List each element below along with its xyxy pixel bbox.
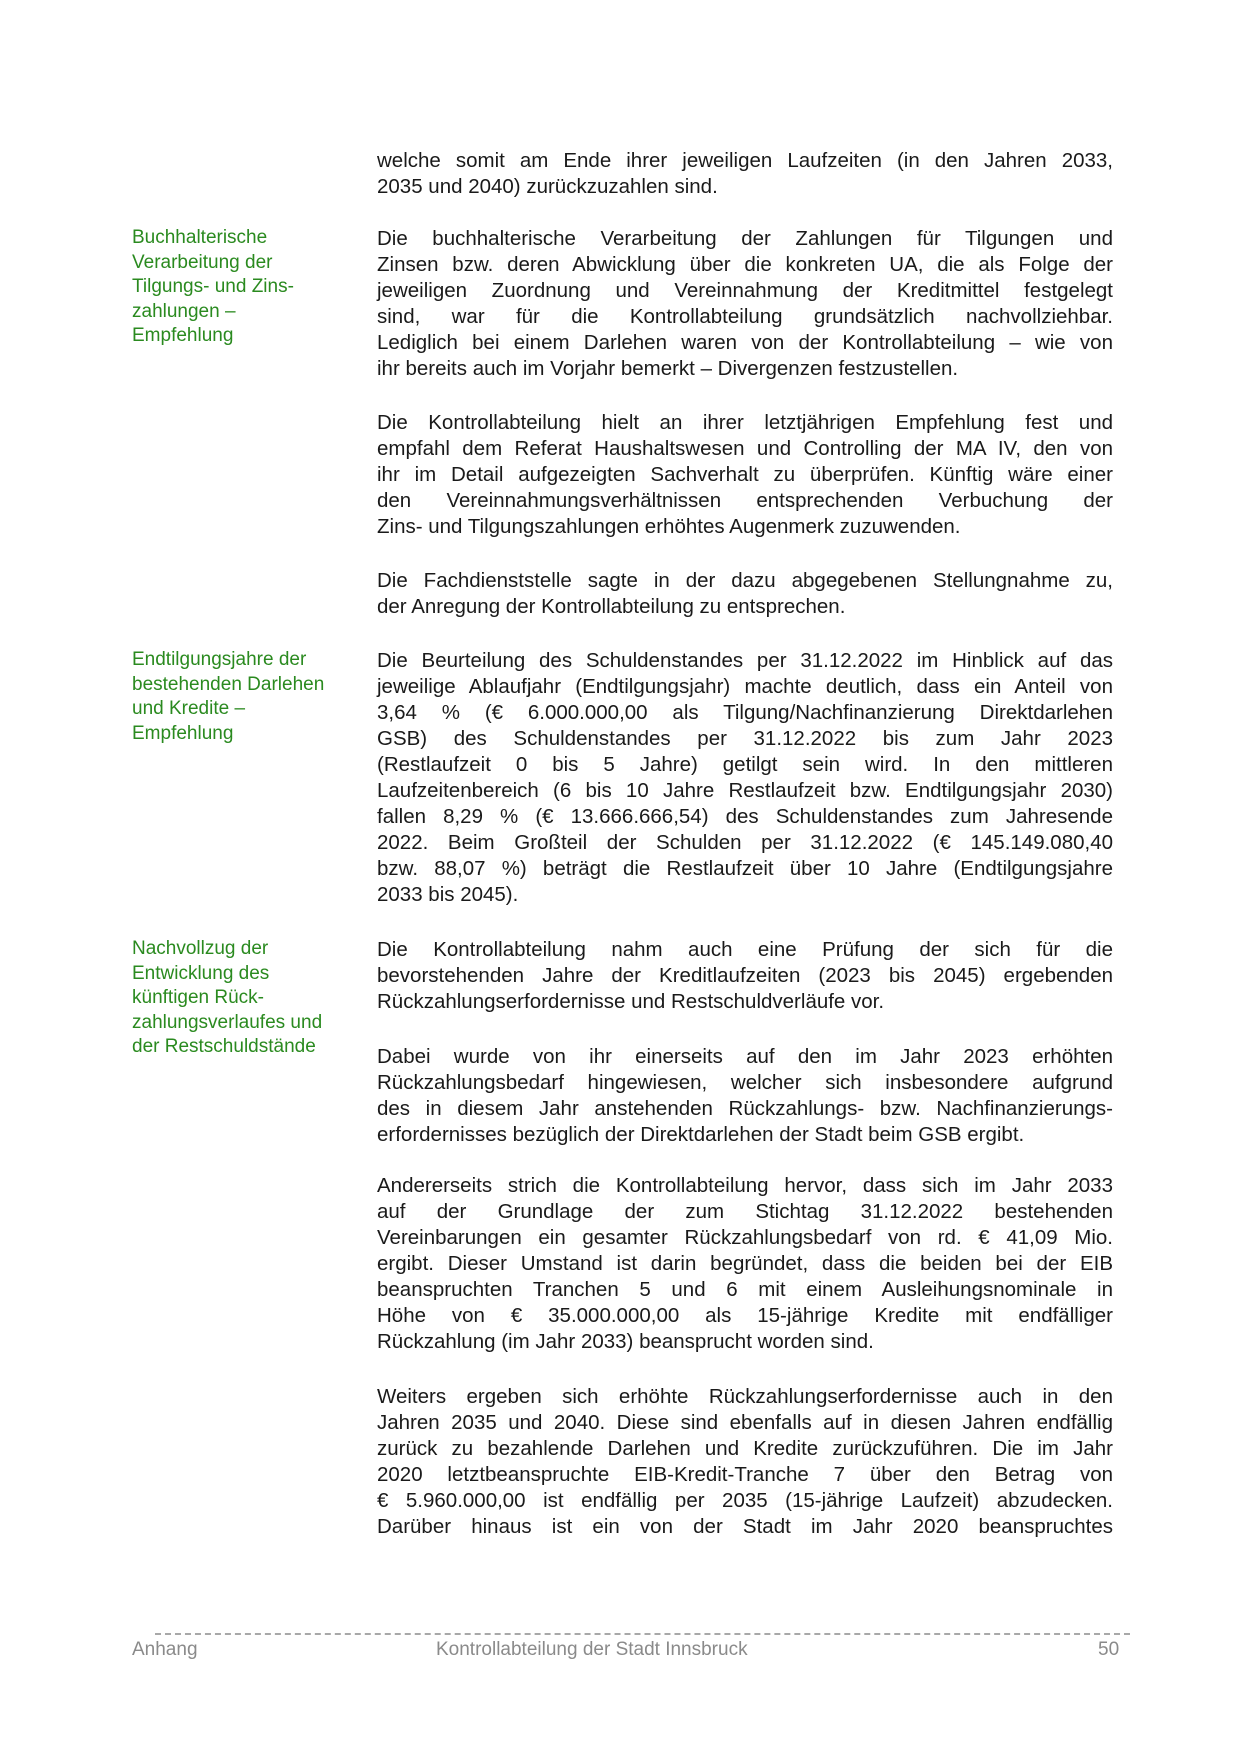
paragraph-line: Die Beurteilung des Schuldenstandes per 31.12.2022 im Hinblick auf das — [377, 649, 1113, 672]
margin-heading-line: zahlungen – — [132, 300, 236, 322]
paragraph-line: Laufzeitenbereich (6 bis 10 Jahre Restlaufzeit bzw. Endtilgungsjahr 2030) — [377, 779, 1113, 802]
margin-heading-line: der Restschuldstände — [132, 1036, 316, 1057]
paragraph-line: Dabei wurde von ihr einerseits auf den im Jahr 2023 erhöhten — [377, 1045, 1113, 1068]
paragraph-line: Zinsen bzw. deren Abwicklung über die konkreten UA, die als Folge der — [377, 253, 1113, 276]
paragraph-line: Rückzahlungsbedarf hingewiesen, welcher sich insbesondere aufgrund — [377, 1071, 1113, 1094]
paragraph-line: Jahren 2035 und 2040. Diese sind ebenfalls auf in diesen Jahren endfällig — [377, 1411, 1113, 1434]
paragraph-line: des in diesem Jahr anstehenden Rückzahlungs- bzw. Nachfinanzierungs- — [377, 1097, 1113, 1120]
paragraph-line: GSB) des Schuldenstandes per 31.12.2022 bis zum Jahr 2023 — [377, 727, 1113, 750]
paragraph-line: Die buchhalterische Verarbeitung der Zahlungen für Tilgungen und — [377, 227, 1113, 250]
margin-heading-line: Tilgungs- und Zins- — [132, 276, 294, 297]
paragraph-line: 3,64 % (€ 6.000.000,00 als Tilgung/Nachfinanzierung Direktdarlehen — [377, 701, 1113, 724]
paragraph-line: erfordernisses bezüglich der Direktdarlehen der Stadt beim GSB ergibt. — [377, 1123, 1025, 1146]
body-paragraph — [377, 568, 1113, 620]
paragraph-line: Vereinbarungen ein gesamter Rückzahlungsbedarf von rd. € 41,09 Mio. — [377, 1226, 1113, 1249]
body-paragraph — [377, 148, 1113, 200]
paragraph-line: sind, war für die Kontrollabteilung grundsätzlich nachvollziehbar. — [377, 305, 1113, 328]
paragraph-line: 2035 und 2040) zurückzuzahlen sind. — [377, 175, 718, 198]
paragraph-line: Die Kontrollabteilung hielt an ihrer letztjährigen Empfehlung fest und — [377, 411, 1113, 434]
paragraph-line: beanspruchten Tranchen 5 und 6 mit einem Ausleihungsnominale in — [377, 1278, 1113, 1301]
margin-heading — [132, 226, 352, 349]
paragraph-line: (Restlaufzeit 0 bis 5 Jahre) getilgt sein wird. In den mittleren — [377, 753, 1113, 776]
paragraph-line: 2020 letztbeanspruchte EIB-Kredit-Tranche 7 über den Betrag von — [377, 1463, 1113, 1486]
margin-heading-line: Empfehlung — [132, 722, 234, 744]
paragraph-line: der Anregung der Kontrollabteilung zu entsprechen. — [377, 595, 846, 618]
margin-heading-line: Verarbeitung der — [132, 251, 273, 273]
margin-heading-line: künftigen Rück- — [132, 987, 265, 1008]
paragraph-line: den Vereinnahmungsverhältnissen entsprechenden Verbuchung der — [377, 489, 1113, 512]
paragraph-line: Andererseits strich die Kontrollabteilung hervor, dass sich im Jahr 2033 — [377, 1174, 1113, 1197]
page-number: 50 — [1098, 1639, 1120, 1660]
paragraph-line: jeweiligen Zuordnung und Vereinnahmung der Kreditmittel festgelegt — [377, 279, 1113, 302]
body-paragraph — [377, 937, 1113, 1015]
footer-section: Anhang — [132, 1639, 198, 1660]
paragraph-line: Die Kontrollabteilung nahm auch eine Prüfung der sich für die — [377, 938, 1113, 961]
body-paragraph — [377, 410, 1113, 540]
body-paragraph — [377, 648, 1113, 908]
paragraph-line: auf der Grundlage der zum Stichtag 31.12.2022 bestehenden — [377, 1200, 1113, 1223]
paragraph-line: Rückzahlung (im Jahr 2033) beansprucht worden sind. — [377, 1330, 874, 1353]
paragraph-line: ihr bereits auch im Vorjahr bemerkt – Divergenzen festzustellen. — [377, 357, 959, 380]
margin-heading-line: Buchhalterische — [132, 227, 268, 248]
body-paragraph — [377, 226, 1113, 382]
paragraph-line: zurück zu bezahlende Darlehen und Kredite zurückzuführen. Die im Jahr — [377, 1437, 1113, 1460]
paragraph-line: jeweilige Ablaufjahr (Endtilgungsjahr) machte deutlich, dass ein Anteil von — [377, 675, 1113, 698]
margin-heading-line: Entwicklung des — [132, 962, 270, 984]
paragraph-line: welche somit am Ende ihrer jeweiligen Laufzeiten (in den Jahren 2033, — [377, 149, 1113, 172]
paragraph-line: ergibt. Dieser Umstand ist darin begründet, dass die beiden bei der EIB — [377, 1252, 1113, 1275]
paragraph-line: Darüber hinaus ist ein von der Stadt im Jahr 2020 beanspruchtes — [377, 1515, 1113, 1538]
paragraph-line: Höhe von € 35.000.000,00 als 15-jährige Kredite mit endfälliger — [377, 1304, 1113, 1327]
margin-heading — [132, 937, 352, 1060]
footer-title: Kontrollabteilung der Stadt Innsbruck — [436, 1639, 748, 1660]
margin-heading-line: Nachvollzug der — [132, 938, 269, 959]
paragraph-line: Rückzahlungserfordernisse und Restschuldverläufe vor. — [377, 990, 885, 1013]
paragraph-line: ihr im Detail aufgezeigten Sachverhalt zu überprüfen. Künftig wäre einer — [377, 463, 1113, 486]
margin-heading-line: Endtilgungsjahre der — [132, 649, 307, 670]
paragraph-line: empfahl dem Referat Haushaltswesen und Controlling der MA IV, den von — [377, 437, 1113, 460]
margin-heading-line: zahlungsverlaufes und — [132, 1011, 323, 1033]
paragraph-line: Lediglich bei einem Darlehen waren von der Kontrollabteilung – wie von — [377, 331, 1113, 354]
margin-heading-line: bestehenden Darlehen — [132, 673, 325, 695]
body-paragraph — [377, 1173, 1113, 1355]
paragraph-line: bzw. 88,07 %) beträgt die Restlaufzeit über 10 Jahre (Endtilgungsjahre — [377, 857, 1113, 880]
paragraph-line: bevorstehenden Jahre der Kreditlaufzeiten (2023 bis 2045) ergebenden — [377, 964, 1113, 987]
margin-heading-line: Empfehlung — [132, 325, 234, 346]
paragraph-line: Weiters ergeben sich erhöhte Rückzahlungserfordernisse auch in den — [377, 1385, 1113, 1408]
paragraph-line: 2033 bis 2045). — [377, 883, 519, 906]
paragraph-line: Die Fachdienststelle sagte in der dazu abgegebenen Stellungnahme zu, — [377, 569, 1113, 592]
margin-heading-line: und Kredite – — [132, 698, 246, 719]
paragraph-line: 2022. Beim Großteil der Schulden per 31.12.2022 (€ 145.149.080,40 — [377, 831, 1113, 854]
paragraph-line: € 5.960.000,00 ist endfällig per 2035 (15-jährige Laufzeit) abzudecken. — [377, 1489, 1113, 1512]
body-paragraph — [377, 1044, 1113, 1148]
paragraph-line: fallen 8,29 % (€ 13.666.666,54) des Schuldenstandes zum Jahresende — [377, 805, 1113, 828]
body-paragraph — [377, 1384, 1113, 1540]
margin-heading — [132, 648, 352, 746]
footer-divider — [155, 1633, 1130, 1635]
paragraph-line: Zins- und Tilgungszahlungen erhöhtes Augenmerk zuzuwenden. — [377, 515, 961, 538]
